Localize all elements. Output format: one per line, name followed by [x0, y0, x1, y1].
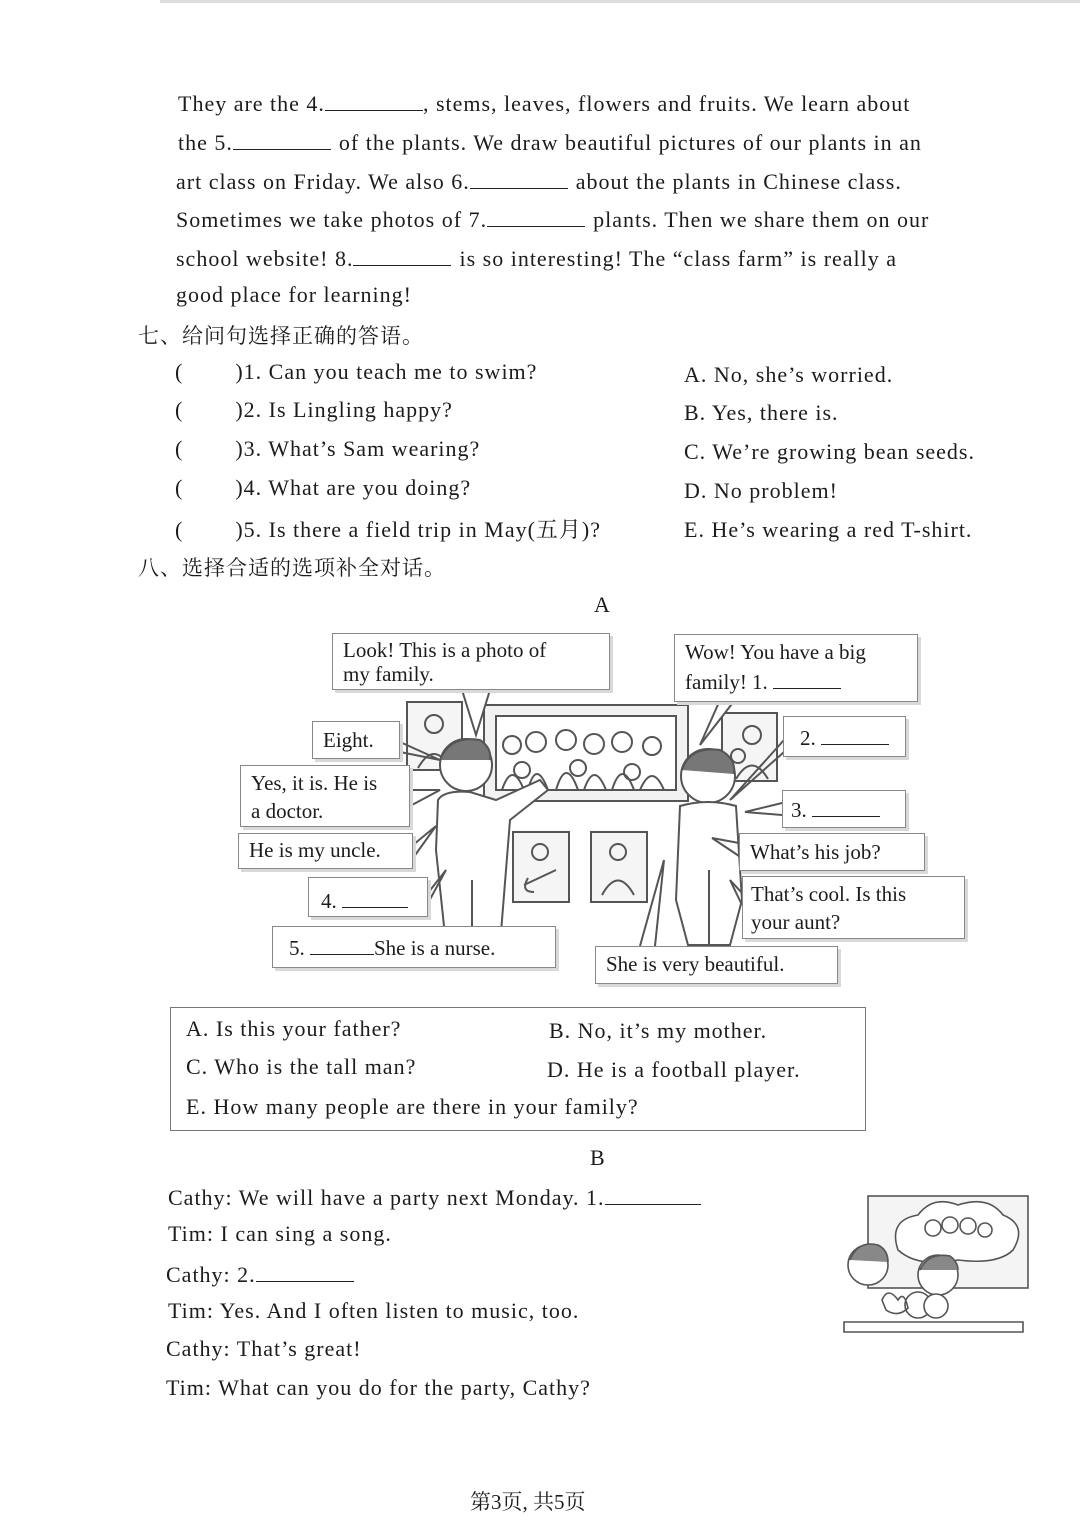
option-d: D. He is a football player. — [547, 1057, 801, 1082]
text: your aunt? — [751, 910, 841, 934]
text: Sometimes we take photos of 7. — [176, 207, 488, 232]
text: 5. — [289, 936, 305, 960]
blank-a1 — [773, 667, 841, 689]
bubble-doctor — [240, 765, 410, 827]
blank-b1 — [605, 1182, 701, 1205]
text: plants. Then we share them on our — [593, 207, 930, 232]
answer-a: A. No, she’s worried. — [684, 362, 894, 387]
table — [844, 1322, 1023, 1332]
text: Cathy: We will have a party next Monday. 1. — [168, 1185, 605, 1210]
answer-d: D. No problem! — [684, 478, 838, 503]
answer-b: B. Yes, there is. — [684, 400, 839, 425]
passage-line-6: good place for learning! — [176, 282, 412, 307]
option-e: E. How many people are there in your family? — [186, 1094, 639, 1119]
bubble-wow — [674, 634, 918, 702]
blank-a2 — [821, 723, 889, 745]
paren: ( — [175, 475, 184, 500]
section-8-title: 八、选择合适的选项补全对话。 — [138, 556, 446, 580]
blank-b2 — [256, 1259, 354, 1282]
text: the 5. — [178, 130, 233, 155]
text: family! 1. — [685, 670, 768, 694]
friend-hair — [682, 749, 734, 774]
text: my family. — [343, 662, 434, 686]
paren: ( — [175, 517, 184, 542]
bubble-job: What’s his job? — [739, 833, 925, 871]
option-b: B. No, it’s my mother. — [549, 1018, 768, 1043]
bubble-tail — [745, 803, 782, 815]
page-footer: 第3页, 共5页 — [470, 1490, 586, 1514]
dialog-line-2: Tim: I can sing a song. — [168, 1221, 392, 1246]
bubble-two — [783, 716, 906, 757]
blank-a3 — [812, 795, 880, 817]
text: Yes, it is. He is — [251, 771, 378, 795]
dialog-line-4: Tim: Yes. And I often listen to music, too. — [168, 1298, 580, 1323]
paren: ( — [175, 436, 184, 461]
text: 4. — [321, 889, 337, 913]
text: She is a nurse. — [374, 936, 496, 960]
part-a-label: A — [594, 592, 611, 617]
text: 3. — [791, 798, 807, 822]
text: art class on Friday. We also 6. — [176, 169, 470, 194]
bubble-tail — [413, 826, 436, 858]
question-text: )5. Is there a field trip in May(五月)? — [235, 517, 601, 542]
option-a: A. Is this your father? — [186, 1016, 402, 1041]
bubble-eight: Eight. — [312, 721, 400, 759]
blank-a4 — [342, 886, 408, 908]
bubble-look — [332, 633, 610, 690]
paren: ( — [175, 359, 184, 384]
bubble-uncle: He is my uncle. — [238, 833, 413, 869]
bubble-nurse — [272, 926, 556, 968]
question-text: )4. What are you doing? — [235, 475, 472, 500]
text: Look! This is a photo of — [343, 638, 547, 662]
blank-a5 — [310, 933, 374, 955]
photo-guitar — [513, 832, 569, 902]
answer-c: C. We’re growing bean seeds. — [684, 439, 975, 464]
bubble-aunt — [742, 876, 965, 939]
bubble-three — [782, 790, 906, 828]
balloon — [924, 1294, 948, 1318]
dialog-line-3 — [166, 1259, 354, 1288]
text: a doctor. — [251, 799, 324, 823]
bubble-tail — [410, 790, 440, 806]
question-text: )3. What’s Sam wearing? — [235, 436, 481, 461]
text: school website! 8. — [176, 246, 354, 271]
text: about the plants in Chinese class. — [575, 169, 902, 194]
photo-nurse — [591, 832, 647, 902]
text: of the plants. We draw beautiful pictures of our plants in an — [338, 130, 922, 155]
option-c: C. Who is the tall man? — [186, 1054, 417, 1079]
dialog-line-1 — [168, 1182, 701, 1211]
text: They are the 4. — [178, 91, 325, 116]
paren: ( — [175, 397, 184, 422]
question-text: )2. Is Lingling happy? — [235, 397, 453, 422]
text: 2. — [800, 726, 816, 750]
text: Cathy: 2. — [166, 1262, 256, 1287]
dialog-line-5: Cathy: That’s great! — [166, 1336, 362, 1361]
answer-e: E. He’s wearing a red T-shirt. — [684, 517, 973, 542]
text: is so interesting! The “class farm” is really a — [459, 246, 898, 271]
bubble-four — [308, 877, 428, 917]
bubble-beautiful: She is very beautiful. — [595, 946, 838, 984]
text: , stems, leaves, flowers and fruits. We learn about — [422, 91, 911, 116]
text: That’s cool. Is this — [751, 882, 907, 906]
party-illustration — [838, 1190, 1038, 1340]
options-box — [170, 1007, 866, 1131]
part-b-label: B — [590, 1145, 606, 1170]
section-7-title: 七、给问句选择正确的答语。 — [138, 324, 424, 348]
dialog-line-6: Tim: What can you do for the party, Cathy? — [166, 1375, 591, 1400]
question-text: )1. Can you teach me to swim? — [235, 359, 538, 384]
flowers — [882, 1293, 908, 1314]
text: Wow! You have a big — [685, 640, 866, 664]
